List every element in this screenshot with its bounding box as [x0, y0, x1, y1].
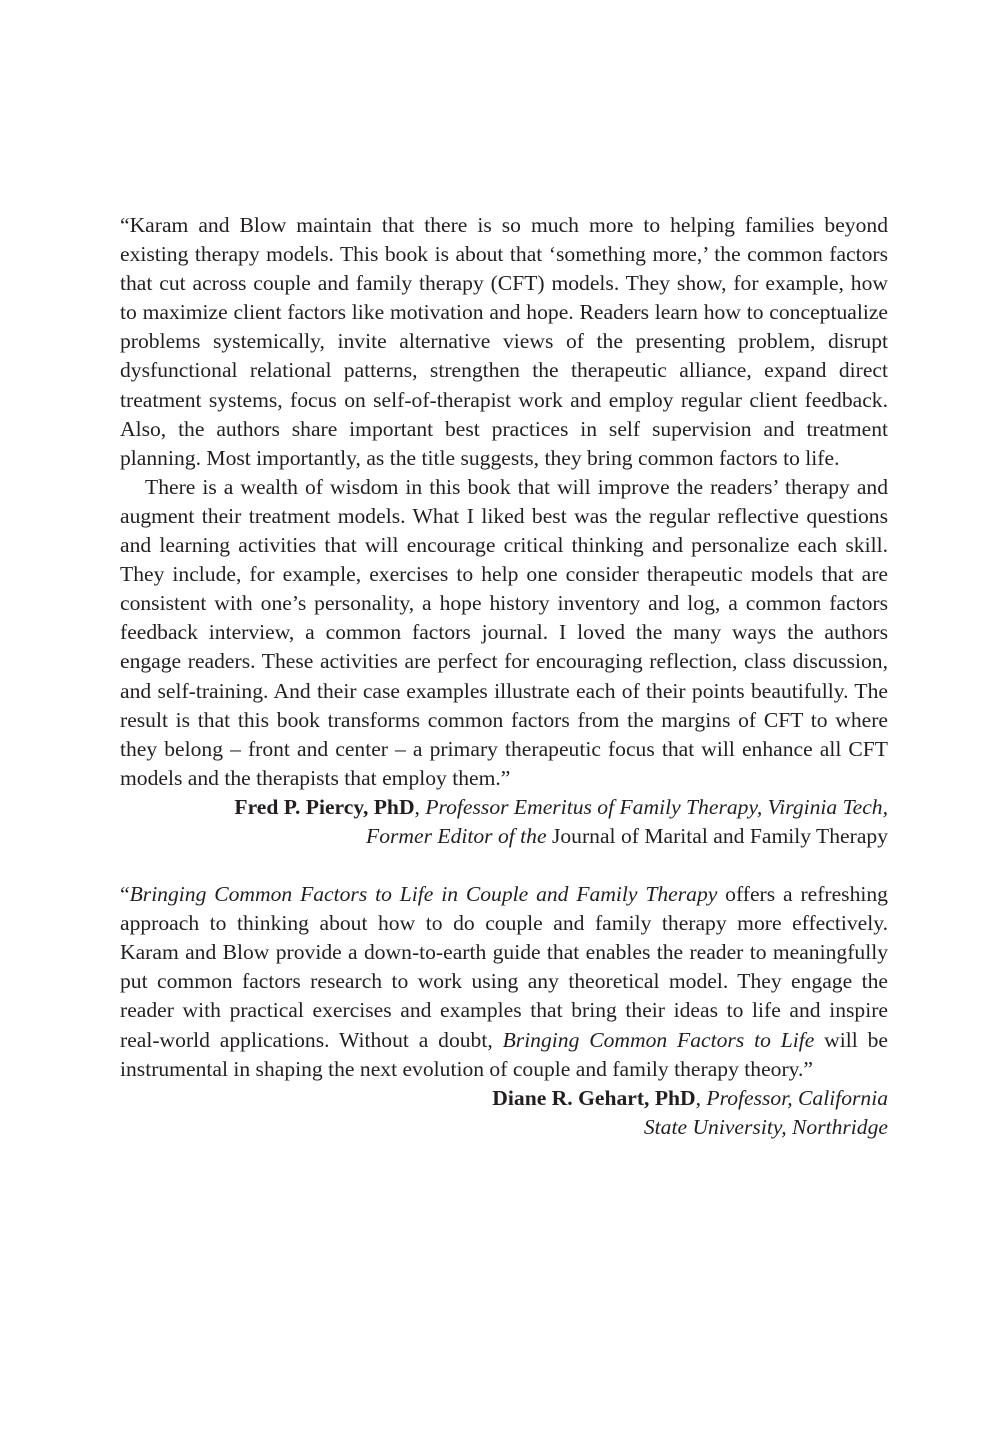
endorsement-piercy — [120, 211, 888, 851]
endorsement-paragraph: There is a wealth of wisdom in this book that will improve the readers’ therapy and augment their treatment models. What I liked best was the regular reflective questions and learning activities that will encourage critical thinking and personalize each skill. They include, for example, exercises to help one consider therapeutic models that are consistent with one’s personality, a hope history inventory and log, a common factors feedback interview, a common factors journal. I loved the many ways the authors engage readers. These activities are perfect for encouraging reflection, class discussion, and self-training. And their case examples illustrate each of their points beautifully. The result is that this book transforms common factors from the margins of CFT to where they belong – front and center – a primary therapeutic focus that will enhance all CFT models and the therapists that employ them.” — [120, 474, 888, 790]
page-content — [120, 211, 888, 1142]
endorsement-paragraph — [120, 880, 888, 1084]
open-quote: “ — [120, 882, 130, 907]
book-title: Bringing Common Factors to Life in Couple and Family Therapy — [129, 882, 718, 907]
book-short-title: Bringing Common Factors to Life — [502, 1027, 815, 1052]
endorsement-gehart — [120, 880, 888, 1142]
journal-name: Journal of Marital and Family Therapy — [546, 823, 888, 848]
author-title: State University, Northridge — [643, 1114, 888, 1139]
endorsement-text: offers a refreshing approach to thinking about how to do couple and family therapy more effectively. Karam and Blow provide a down-to-earth guide that enables the reader to meaningfully put common factors research to work using any theoretical model. They engage the reader with practical exercises and examples that bring their ideas to life and inspire real-world applications. Without a doubt, — [120, 882, 888, 1052]
author-title: Professor, California — [706, 1085, 888, 1110]
endorsement-attribution — [120, 1084, 888, 1142]
section-gap — [120, 851, 888, 880]
author-title: Former Editor of the — [366, 823, 547, 848]
endorsement-paragraph: “Karam and Blow maintain that there is so much more to helping families beyond existing therapy models. This book is about that ‘something more,’ the common factors that cut across couple and family therapy (CFT) models. They show, for example, how to maximize client factors like motivation and hope. Readers learn how to conceptualize problems systemically, invite alternative views of the presenting problem, disrupt dysfunctional relational patterns, strengthen the therapeutic alliance, expand direct treatment systems, focus on self-of-therapist work and employ regular client feedback. Also, the authors share important best practices in self supervision and treatment planning. Most importantly, as the title suggests, they bring common factors to life. — [120, 213, 888, 470]
endorsement-text: will be instrumental in shaping the next evolution of couple and family therapy theory.” — [120, 1027, 888, 1081]
author-name: Diane R. Gehart, PhD — [492, 1085, 696, 1110]
separator: , — [414, 794, 426, 819]
author-name: Fred P. Piercy, PhD — [234, 794, 415, 819]
separator: , — [695, 1085, 707, 1110]
endorsement-attribution — [120, 793, 888, 851]
author-title: Professor Emeritus of Family Therapy, Virginia Tech, — [425, 794, 888, 819]
